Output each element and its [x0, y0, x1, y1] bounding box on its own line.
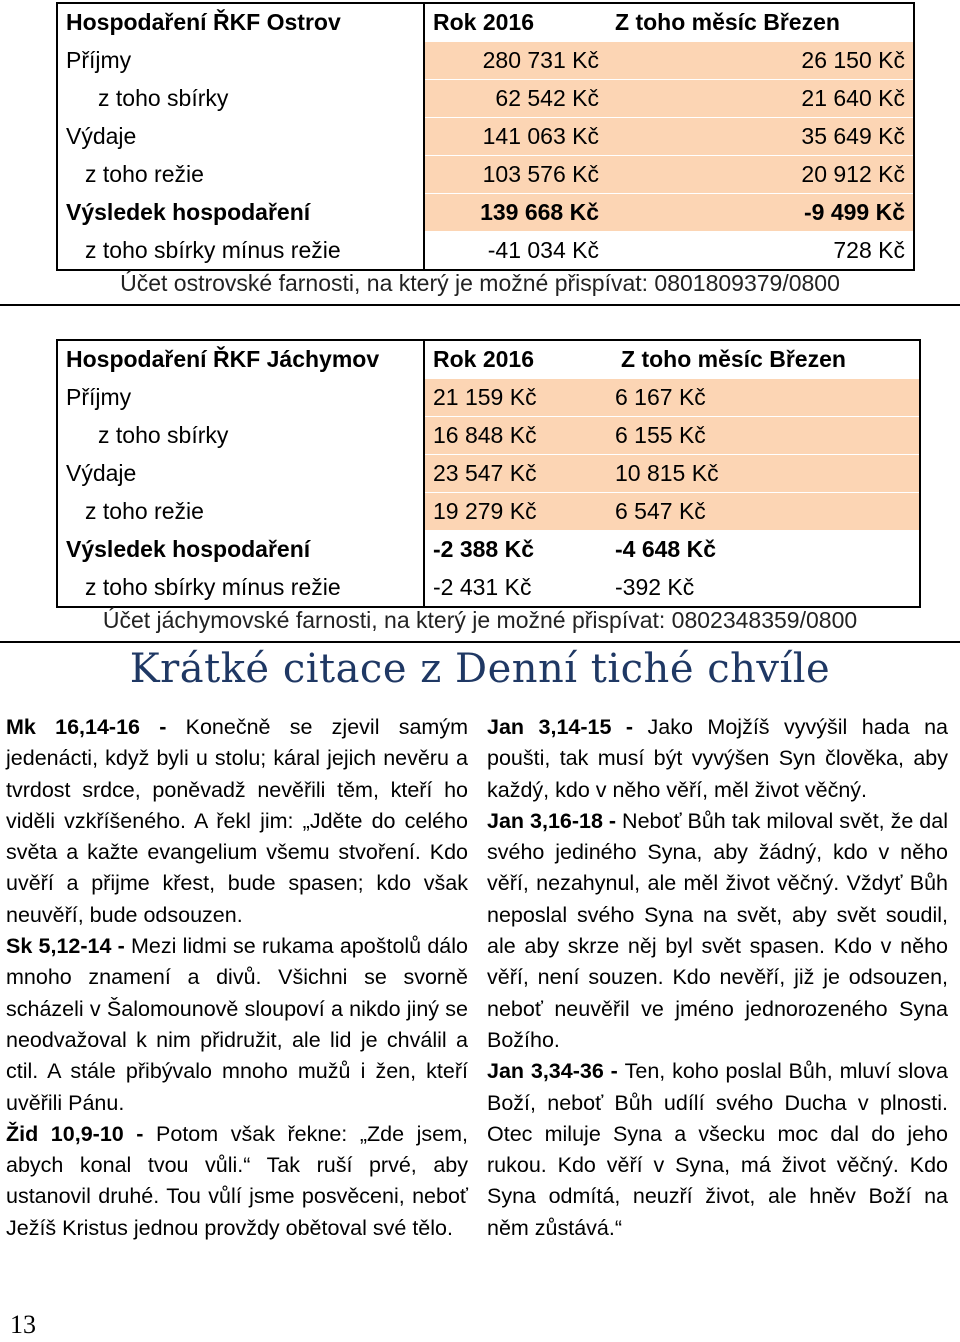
table-row [57, 232, 914, 271]
citation [6, 931, 468, 1119]
citation-text: Ten, koho poslal Bůh, mluví slova Boží, neboť Bůh udílí svého Ducha v plnosti. Otec miluje Syna a všecku moc dal do jeho rukou. Kdo věří v Syna, má život věčný. Kdo Syna odmítá, neuzří život, ale hněv Boží na něm zůstává.“ [487, 1059, 949, 1240]
citation [487, 806, 948, 1056]
citations-left-column [6, 712, 468, 1244]
table-row [57, 531, 920, 569]
jachymov-finance-table [56, 339, 921, 608]
page-number: 13 [10, 1310, 36, 1339]
citation [6, 1119, 468, 1244]
table-row [57, 417, 920, 455]
month-value: 728 Kč [607, 232, 914, 271]
ostrov-account-note: Účet ostrovské farnosti, na který je možné přispívat: 0801809379/0800 [120, 270, 840, 296]
table-row [57, 80, 914, 118]
table-row [57, 379, 920, 417]
table-header-row [57, 340, 920, 379]
citation [6, 712, 468, 931]
row-label: z toho sbírky [57, 417, 424, 455]
divider [0, 304, 960, 306]
table-row [57, 569, 920, 608]
divider [0, 641, 960, 643]
table-row [57, 194, 914, 232]
month-value: -392 Kč [607, 569, 920, 608]
table-row [57, 118, 914, 156]
year-value: 139 668 Kč [424, 194, 607, 232]
citations-right-column [487, 712, 948, 1244]
year-value: 23 547 Kč [424, 455, 607, 493]
row-label: z toho sbírky [57, 80, 424, 118]
row-label: Výsledek hospodaření [57, 194, 424, 232]
month-value: 6 167 Kč [607, 379, 920, 417]
citation-reference: Jan 3,34-36 - [487, 1059, 625, 1084]
section-heading: Krátké citace z Denní tiché chvíle [129, 646, 831, 692]
ostrov-finance-table [56, 2, 915, 271]
citation-text: Jako Mojžíš vyvýšil hada na poušti, tak musí být vyvýšen Syn člověka, aby každý, kdo v něho věří, měl život věčný. [487, 715, 949, 802]
table-row [57, 42, 914, 80]
row-label: Výsledek hospodaření [57, 531, 424, 569]
table-row [57, 493, 920, 531]
jachymov-account-note: Účet jáchymovské farnosti, na který je možné přispívat: 0802348359/0800 [102, 607, 858, 633]
month-value: 20 912 Kč [607, 156, 914, 194]
month-value: 21 640 Kč [607, 80, 914, 118]
month-value: 35 649 Kč [607, 118, 914, 156]
month-value: 10 815 Kč [607, 455, 920, 493]
month-value: 6 155 Kč [607, 417, 920, 455]
citation-text: Konečně se zjevil samým jedenácti, když byli u stolu; káral jejich nevěru a tvrdost srdce, poněvadž nevěřili těm, kteří ho viděli vzkříšeného. A řekl jim: „Jděte do celého světa a kažte evangelium všemu stvoření. Kdo uvěří a přijme křest, bude spasen; kdo však neuvěří, bude odsouzen. [6, 715, 468, 927]
year-value: -2 431 Kč [424, 569, 607, 608]
citation [487, 1056, 948, 1244]
row-label: z toho režie [57, 156, 424, 194]
table-row [57, 455, 920, 493]
month-value: 6 547 Kč [607, 493, 920, 531]
row-label: Výdaje [57, 118, 424, 156]
row-label: z toho sbírky mínus režie [57, 569, 424, 608]
year-column-header: Rok 2016 [424, 340, 607, 379]
citation-reference: Jan 3,14-15 - [487, 715, 648, 739]
table-title: Hospodaření ŘKF Ostrov [57, 3, 424, 42]
year-value: -41 034 Kč [424, 232, 607, 271]
citation-text: Mezi lidmi se rukama apoštolů dálo mnoho znamení a divů. Všichni se svorně scházeli v Šalomounově sloupoví a nikdo jiný se neodvažoval k nim přidružit, ale lid je chválil a ctil. A stále přibývalo mnoho mužů i žen, kteří uvěřili Pánu. [6, 934, 468, 1115]
citation-text: Neboť Bůh tak miloval svět, že dal svého jediného Syna, aby žádný, kdo v něho věří, nezahynul, ale měl život věčný. Vždyť Bůh neposlal svého Syna na svět, aby svět soudil, ale aby skrze něj byl svět spasen. Kdo v něho věří, není souzen. Kdo nevěří, již je odsouzen, neboť neuvěřil ve jméno jednorozeného Syna Božího. [487, 808, 948, 1052]
month-value: -4 648 Kč [607, 531, 920, 569]
citation-text: Potom však řekne: „Zde jsem, abych konal tvou vůli.“ Tak ruší prvé, aby ustanovil druhé. Tou vůlí jsme posvěceni, neboť Ježíš Kristus jednou provždy obětoval své tělo. [6, 1121, 468, 1240]
year-value: 141 063 Kč [424, 118, 607, 156]
table-row [57, 156, 914, 194]
year-value: 19 279 Kč [424, 493, 607, 531]
citation-reference: Žid 10,9-10 - [6, 1121, 157, 1146]
year-value: -2 388 Kč [424, 531, 607, 569]
month-column-header: Z toho měsíc Březen [607, 340, 920, 379]
citation-reference: Jan 3,16-18 - [487, 808, 623, 833]
citation [487, 712, 948, 806]
year-value: 62 542 Kč [424, 80, 607, 118]
month-value: 26 150 Kč [607, 42, 914, 80]
row-label: z toho režie [57, 493, 424, 531]
row-label: Výdaje [57, 455, 424, 493]
citation-reference: Mk 16,14-16 - [6, 715, 186, 739]
citation-reference: Sk 5,12-14 - [6, 934, 132, 959]
year-column-header: Rok 2016 [424, 3, 607, 42]
month-column-header: Z toho měsíc Březen [607, 3, 914, 42]
table-title: Hospodaření ŘKF Jáchymov [57, 340, 424, 379]
year-value: 280 731 Kč [424, 42, 607, 80]
row-label: z toho sbírky mínus režie [57, 232, 424, 271]
year-value: 103 576 Kč [424, 156, 607, 194]
table-header-row [57, 3, 914, 42]
row-label: Příjmy [57, 379, 424, 417]
row-label: Příjmy [57, 42, 424, 80]
year-value: 21 159 Kč [424, 379, 607, 417]
month-value: -9 499 Kč [607, 194, 914, 232]
year-value: 16 848 Kč [424, 417, 607, 455]
